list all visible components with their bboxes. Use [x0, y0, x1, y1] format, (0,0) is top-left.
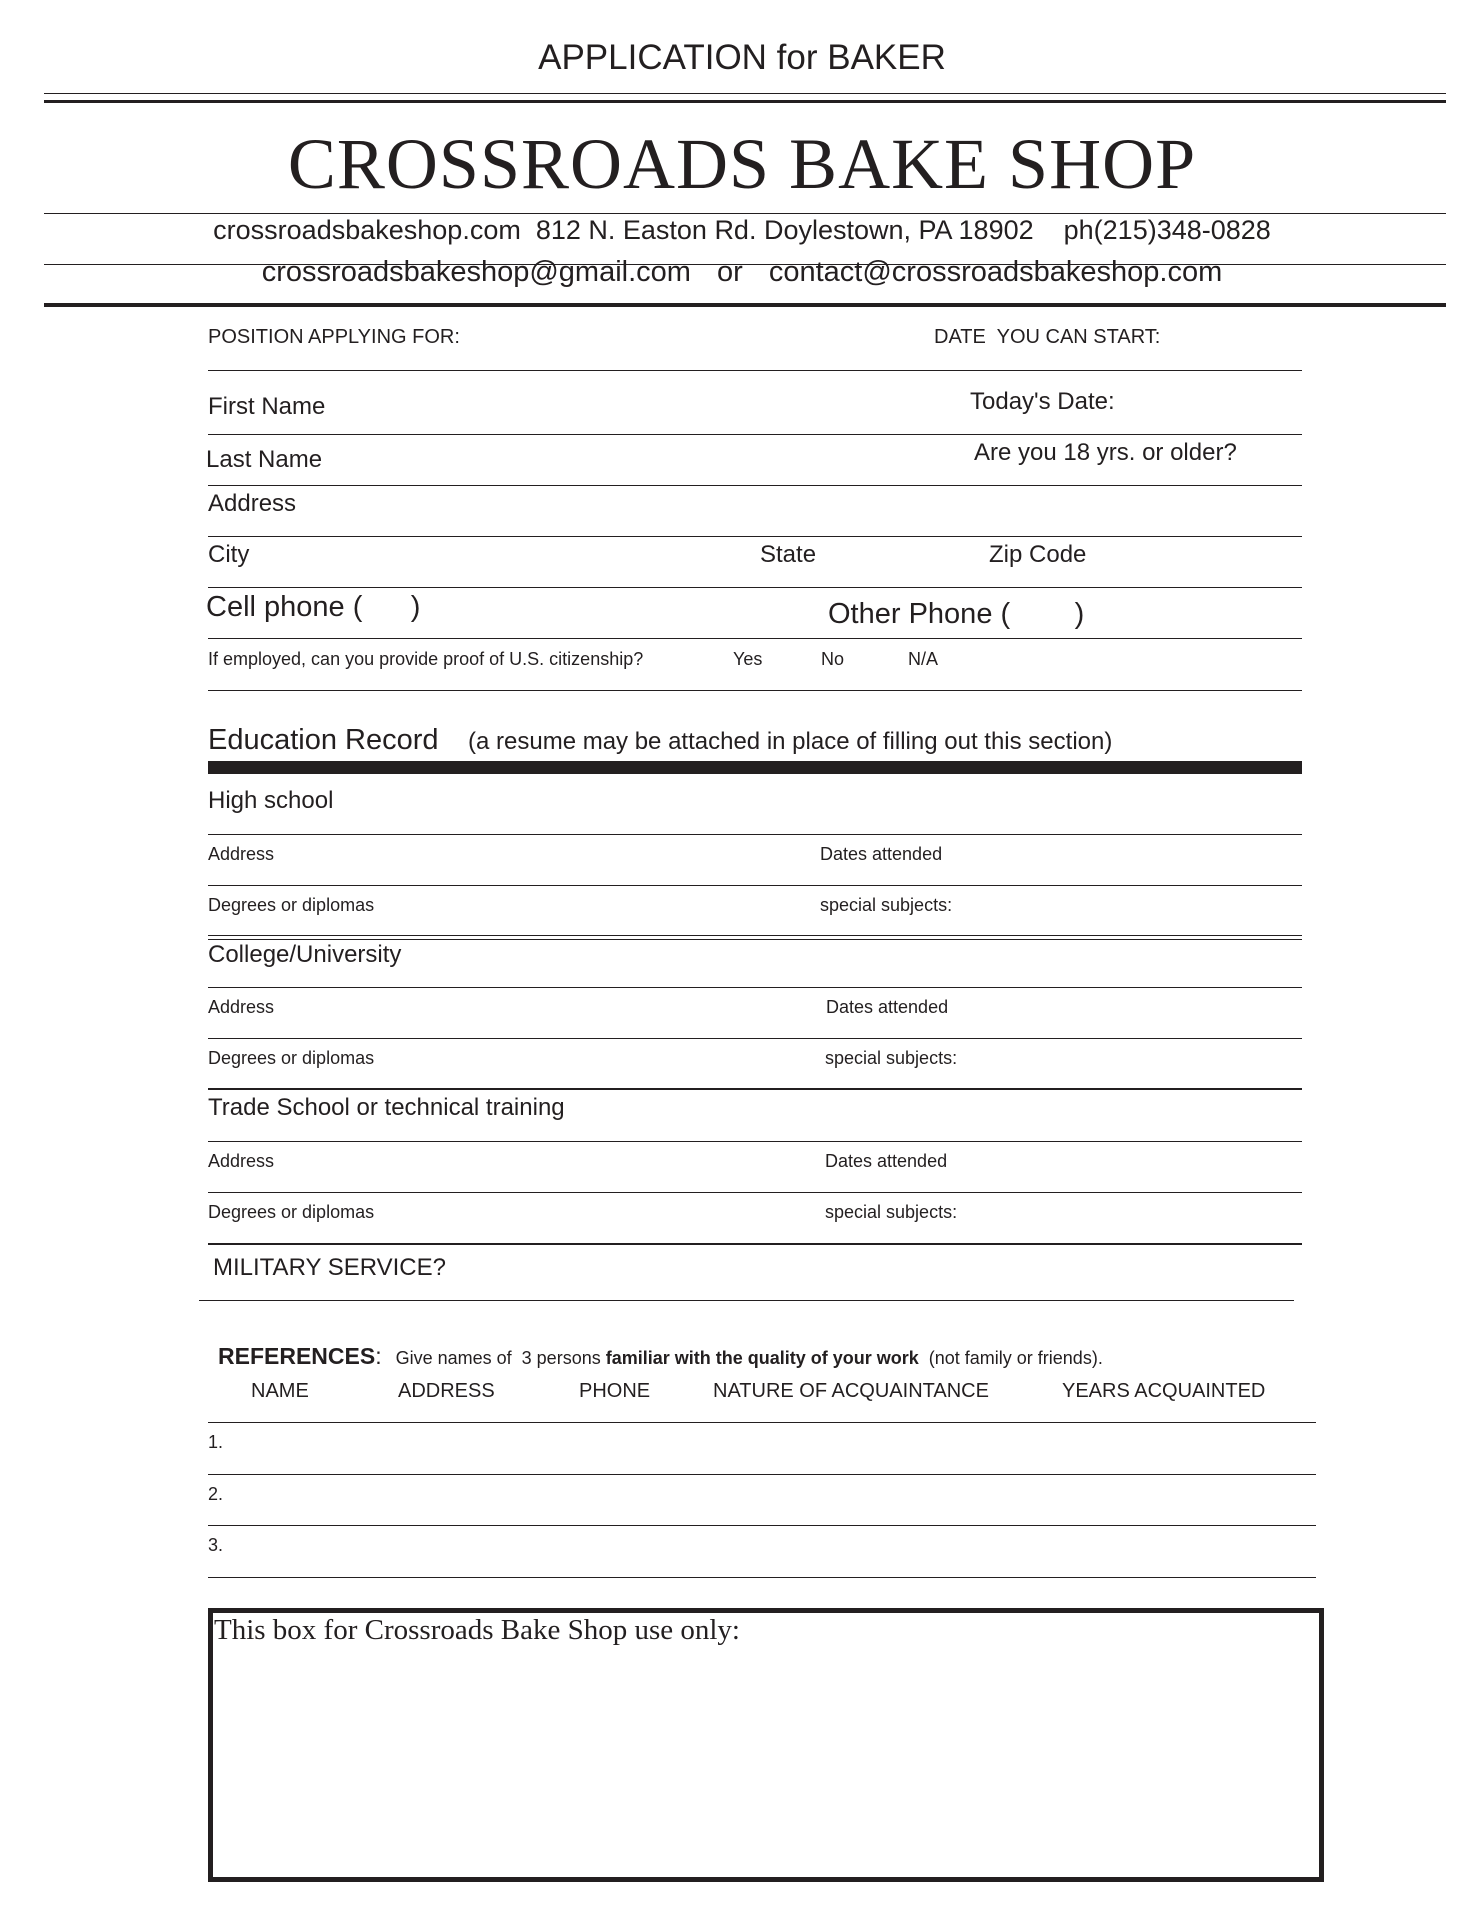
- citizenship-no[interactable]: No: [821, 649, 845, 669]
- office-use-box: [208, 1608, 1324, 1882]
- ref-col-name: NAME: [251, 1380, 309, 1402]
- military-field-line[interactable]: [199, 1300, 1294, 1301]
- header-rule-thin: [44, 93, 1446, 94]
- citizenship-yes[interactable]: Yes: [733, 649, 763, 669]
- ref-col-address: ADDRESS: [398, 1380, 495, 1402]
- ref-row-2-number: 2.: [208, 1484, 224, 1504]
- city-label: City: [208, 541, 250, 568]
- header-rule-thick: [44, 100, 1446, 103]
- shop-name: CROSSROADS BAKE SHOP: [287, 124, 1197, 204]
- college-address-label: Address: [208, 997, 275, 1017]
- trade-field-line[interactable]: [208, 1141, 1302, 1142]
- high-school-degrees-line[interactable]: [208, 935, 1302, 936]
- ref-col-nature: NATURE OF ACQUAINTANCE: [713, 1380, 989, 1402]
- college-title: College/University: [208, 941, 402, 968]
- ref-header-rule: [208, 1422, 1316, 1423]
- state-label: State: [760, 541, 817, 568]
- references-colon: :: [375, 1343, 382, 1369]
- college-dates-label: Dates attended: [826, 997, 949, 1017]
- references-intro: [208, 1327, 1103, 1368]
- trade-subjects-label: special subjects:: [825, 1202, 958, 1222]
- age-question: Are you 18 yrs. or older?: [974, 439, 1237, 466]
- header-bottom-rule: [44, 303, 1446, 307]
- ref-row-3-number: 3.: [208, 1535, 224, 1555]
- form-title: APPLICATION for BAKER: [538, 38, 946, 77]
- address-label: Address: [208, 490, 297, 517]
- email-primary: crossroadsbakeshop@gmail.com: [261, 256, 691, 288]
- cell-phone-label: Cell phone ( ): [206, 591, 421, 623]
- first-name-field-line[interactable]: [208, 434, 1302, 435]
- trade-dates-label: Dates attended: [825, 1151, 948, 1171]
- trade-address-line[interactable]: [208, 1192, 1302, 1193]
- trade-title: Trade School or technical training: [208, 1094, 565, 1121]
- ref-col-phone: PHONE: [579, 1380, 651, 1402]
- high-school-end-rule: [208, 939, 1302, 940]
- college-address-line[interactable]: [208, 1038, 1302, 1039]
- college-end-rule: [208, 1088, 1302, 1090]
- last-name-field-line[interactable]: [208, 485, 1302, 486]
- education-heading: Education Record: [208, 724, 439, 756]
- high-school-subjects-label: special subjects:: [820, 895, 953, 915]
- ref-row-1-line[interactable]: [208, 1474, 1316, 1475]
- shop-name-rule: [44, 213, 1446, 214]
- education-note: (a resume may be attached in place of filling out this section): [468, 728, 1113, 755]
- trade-end-rule: [208, 1243, 1302, 1245]
- email-or: or: [717, 256, 743, 288]
- college-field-line[interactable]: [208, 987, 1302, 988]
- references-intro-bold: familiar with the quality of your work: [605, 1348, 919, 1368]
- high-school-dates-label: Dates attended: [820, 844, 943, 864]
- other-phone-label: Other Phone ( ): [828, 598, 1085, 630]
- references-heading: REFERENCES: [218, 1343, 376, 1369]
- todays-date-label: Today's Date:: [970, 388, 1115, 415]
- high-school-title: High school: [208, 787, 334, 814]
- contact-line: crossroadsbakeshop.com 812 N. Easton Rd. Doylestown, PA 18902 ph(215)348-0828: [213, 215, 1271, 245]
- ref-col-years: YEARS ACQUAINTED: [1062, 1380, 1266, 1402]
- office-use-label: This box for Crossroads Bake Shop use only:: [214, 1614, 740, 1646]
- address-field-line[interactable]: [208, 536, 1302, 537]
- references-intro-b: (not family or friends).: [918, 1348, 1103, 1368]
- first-name-label: First Name: [208, 393, 326, 420]
- high-school-field-line[interactable]: [208, 834, 1302, 835]
- position-field-line[interactable]: [208, 370, 1302, 371]
- high-school-degrees-label: Degrees or diplomas: [208, 895, 375, 915]
- ref-row-2-line[interactable]: [208, 1525, 1316, 1526]
- citizenship-question: If employed, can you provide proof of U.S. citizenship?: [208, 649, 644, 669]
- military-label: MILITARY SERVICE?: [213, 1254, 446, 1281]
- email-secondary: contact@crossroadsbakeshop.com: [768, 256, 1223, 288]
- citizenship-na[interactable]: N/A: [908, 649, 939, 669]
- high-school-address-line[interactable]: [208, 885, 1302, 886]
- start-date-label: DATE YOU CAN START:: [934, 326, 1161, 348]
- high-school-address-label: Address: [208, 844, 275, 864]
- ref-row-1-number: 1.: [208, 1432, 224, 1452]
- trade-address-label: Address: [208, 1151, 275, 1171]
- position-label: POSITION APPLYING FOR:: [208, 326, 460, 348]
- email-line: [0, 258, 1484, 287]
- trade-degrees-label: Degrees or diplomas: [208, 1202, 375, 1222]
- college-degrees-label: Degrees or diplomas: [208, 1048, 375, 1068]
- education-thick-rule: [208, 761, 1302, 774]
- ref-row-3-line[interactable]: [208, 1577, 1316, 1578]
- phone-field-line[interactable]: [208, 638, 1302, 639]
- city-field-line[interactable]: [208, 587, 1302, 588]
- zip-label: Zip Code: [989, 541, 1087, 568]
- college-subjects-label: special subjects:: [825, 1048, 958, 1068]
- citizenship-rule: [208, 690, 1302, 691]
- references-intro-a: Give names of 3 persons: [395, 1348, 606, 1368]
- last-name-label: Last Name: [206, 446, 323, 473]
